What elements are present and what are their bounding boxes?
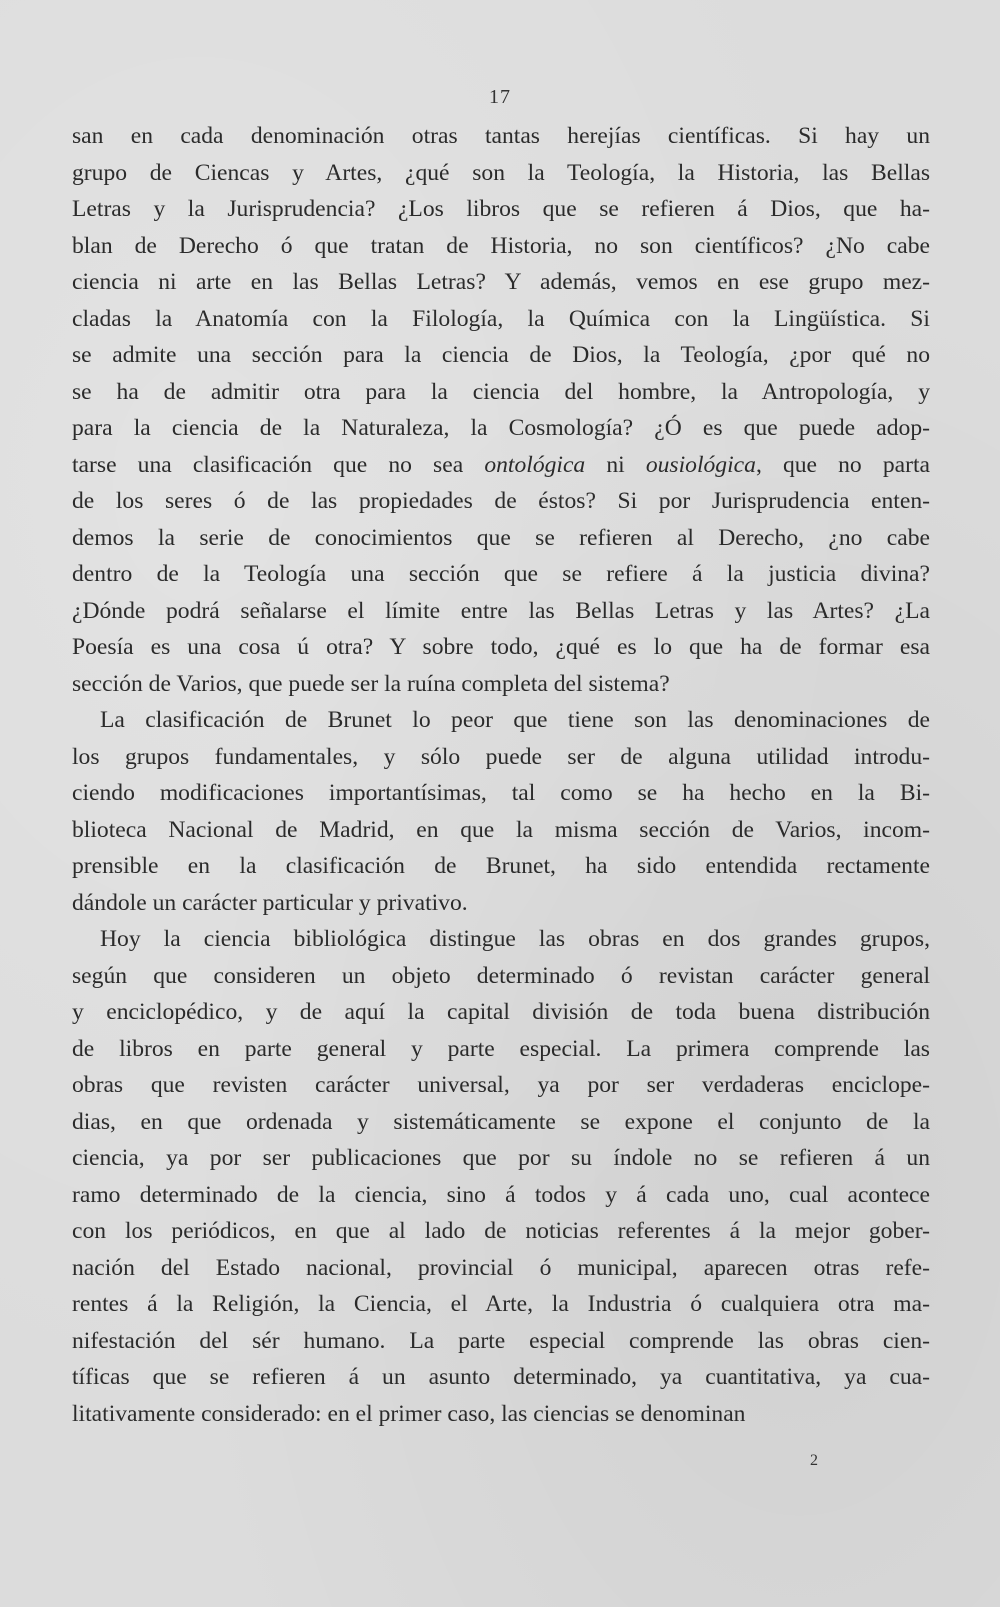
text-line: litativamente considerado: en el primer caso, las ciencias se denominan — [72, 1400, 746, 1427]
text-line: grupo de Ciencas y Artes, ¿qué son la Teología, la Historia, las Bellas — [72, 159, 930, 186]
text-line: nación del Estado nacional, provincial ó municipal, aparecen otras refe- — [72, 1254, 930, 1281]
text-line: ciencia, ya por ser publicaciones que por su índole no se refieren á un — [72, 1145, 930, 1171]
text-line: de libros en parte general y parte especial. La primera comprende las — [72, 1035, 930, 1062]
text-line: ramo determinado de la ciencia, sino á todos y á cada uno, cual acontece — [72, 1181, 930, 1208]
text-line: obras que revisten carácter universal, ya por ser verdaderas enciclope- — [72, 1072, 930, 1098]
text-line: sección de Varios, que puede ser la ruína completa del sistema? — [72, 670, 670, 697]
text-line: Hoy la ciencia bibliológica distingue las obras en dos grandes grupos, — [100, 926, 930, 952]
paragraph — [72, 921, 930, 1432]
text-line: nifestación del sér humano. La parte especial comprende las obras cien- — [72, 1327, 930, 1354]
text-line: ¿Dónde podrá señalarse el límite entre las Bellas Letras y las Artes? ¿La — [72, 597, 930, 624]
text-line: tíficas que se refieren á un asunto determinado, ya cuantitativa, ya cua- — [72, 1364, 930, 1390]
text-line: ciencia ni arte en las Bellas Letras? Y además, vemos en ese grupo mez- — [72, 269, 930, 295]
text-line: según que consideren un objeto determinado ó revistan carácter general — [72, 962, 930, 989]
body-text — [72, 118, 930, 1432]
text-line: con los periódicos, en que al lado de noticias referentes á la mejor gober- — [72, 1218, 930, 1244]
text-line: se admite una sección para la ciencia de Dios, la Teología, ¿por qué no — [72, 342, 930, 368]
italic-term: ontológica — [484, 451, 586, 478]
text-line: tarse una clasificación que no sea ontológica ni ousiológica, que no parta — [72, 451, 930, 478]
text-line: para la ciencia de la Naturaleza, la Cosmología? ¿Ó es que puede adop- — [72, 415, 930, 441]
text-line: blioteca Nacional de Madrid, en que la misma sección de Varios, incom- — [72, 816, 930, 843]
paragraph — [72, 118, 930, 702]
text-line: se ha de admitir otra para la ciencia del hombre, la Antropología, y — [72, 378, 930, 405]
text-line: san en cada denominación otras tantas herejías científicas. Si hay un — [72, 123, 930, 149]
text-line: La clasificación de Brunet lo peor que tiene son las denominaciones de — [100, 707, 930, 733]
text-line: dias, en que ordenada y sistemáticamente se expone el conjunto de la — [72, 1108, 930, 1135]
text-line: los grupos fundamentales, y sólo puede ser de alguna utilidad introdu- — [72, 743, 930, 770]
italic-term: ousiológica — [645, 451, 756, 478]
text-line: y enciclopédico, y de aquí la capital división de toda buena distribución — [72, 999, 930, 1025]
page-number: 17 — [489, 86, 511, 108]
text-line: demos la serie de conocimientos que se refieren al Derecho, ¿no cabe — [72, 524, 930, 551]
text-line: Letras y la Jurisprudencia? ¿Los libros que se refieren á Dios, que ha- — [72, 196, 930, 222]
text-line: dándole un carácter particular y privativo. — [72, 889, 468, 916]
text-line: cladas la Anatomía con la Filología, la Química con la Lingüística. Si — [72, 305, 930, 332]
text-line: ciendo modificaciones importantísimas, tal como se ha hecho en la Bi- — [72, 780, 930, 806]
text-line: prensible en la clasificación de Brunet, ha sido entendida rectamente — [72, 853, 930, 879]
text-line: rentes á la Religión, la Ciencia, el Arte, la Industria ó cualquiera otra ma- — [72, 1291, 930, 1317]
text-line: de los seres ó de las propiedades de éstos? Si por Jurisprudencia enten- — [72, 488, 930, 514]
text-line: Poesía es una cosa ú otra? Y sobre todo, ¿qué es lo que ha de formar esa — [72, 634, 930, 660]
signature-mark: 2 — [810, 1452, 818, 1469]
paragraph — [72, 702, 930, 921]
text-line: dentro de la Teología una sección que se refiere á la justicia divina? — [72, 561, 930, 587]
text-line: blan de Derecho ó que tratan de Historia, no son científicos? ¿No cabe — [72, 232, 930, 259]
